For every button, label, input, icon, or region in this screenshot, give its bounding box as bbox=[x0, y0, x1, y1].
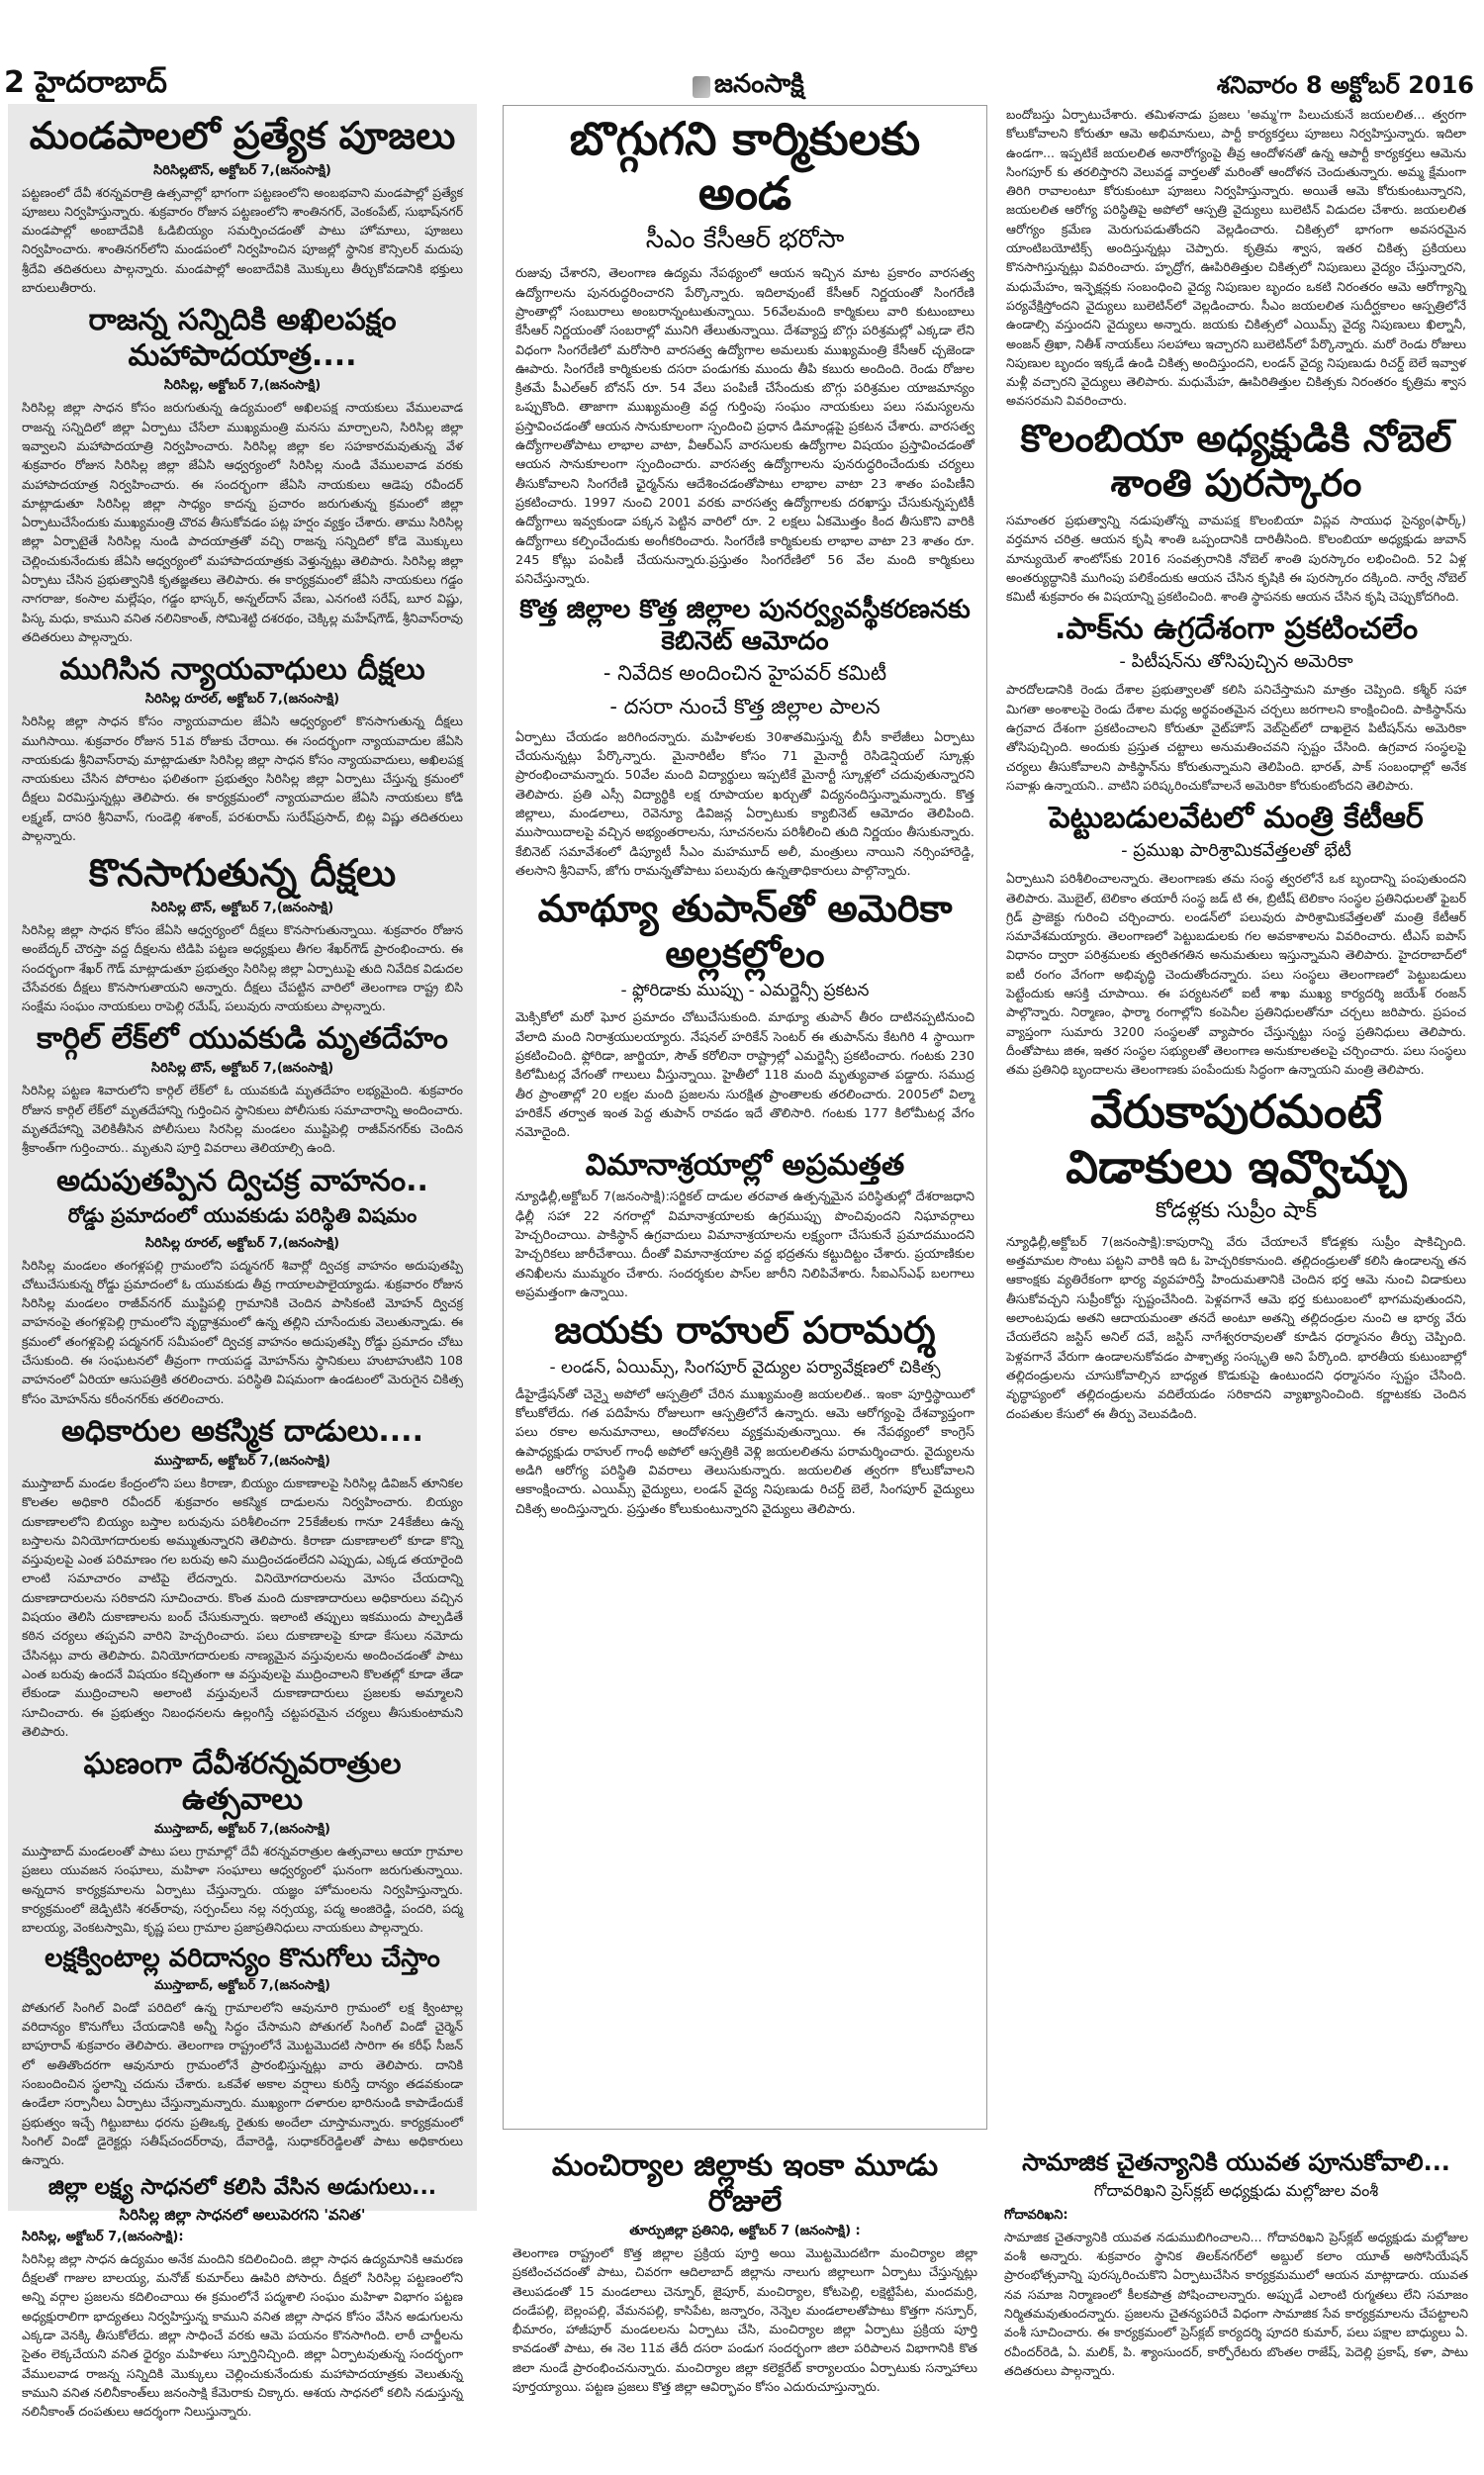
subheadline: - పిటీషన్‌ను తోసిపుచ్చిన అమెరికా bbox=[1119, 651, 1353, 673]
article bbox=[22, 652, 463, 845]
subheadline: రోడ్డు ప్రమాదంలో యువకుడు పరిస్థితి విషమం bbox=[67, 1202, 417, 1227]
dateline: సిరిసిల్ల, అక్టోబర్ 7,(జనంసాక్షి) bbox=[163, 378, 322, 394]
headline: అధికారుల అకస్మిక దాడులు.... bbox=[61, 1413, 423, 1449]
headline: .పాక్‌ను ఉగ్రదేశంగా ప్రకటించలేం bbox=[1054, 612, 1419, 647]
headline: మాథ్యూ తుపాన్‌తో అమెరికా అల్లకల్లోలం bbox=[537, 887, 953, 976]
headline: కొత్త జిల్లాల కొత్త జిల్లాల పునర్వ్యవస్థీకరణనకు కెబినెట్ ఆమోదం bbox=[519, 595, 971, 656]
headline: జిల్లా లక్ష్య సాధనలో కలిసి వేసిన అడుగులు... bbox=[47, 2175, 437, 2201]
article-body: సిరిసిల్ల జిల్లా సాధన ఉద్యమం అనేక మందిని కదిలించింది. జిల్లా సాధన ఉద్యమానికి ఆమరణ దీక్షలతో గాజుల బాలయ్య, మనోజ్ కుమార్‌లు ఊపిరి పోసారు. దీక్షలో సిరిసిల్ల పట్టణంలోని అన్ని వర్గాల ప్రజలను కదిలించాయి ఈ క్రమంలోనే పద్మశాలి సంఘం మహిళా విభాగం పట్టణ అధ్యక్షురాలిగా భాద్యతలు నిర్వహిస్తున్న కాముని వనిత జిల్లా సాధన కోసం వేసిన అడుగులను ఎక్కడా వెనక్కి తీసుకోలేదు. జిల్లా సాధించే వరకు ఆమె పయనం కొనసాగింది. లాఠీ చార్జీలను సైతం లెక్కచేయని వనిత ధైర్యం మహిళలు స్పూర్తినిచ్చింది. జిల్లా ఏర్పాటవుతున్న సందర్భంగా వేములవాడ రాజన్న సన్నిదికి మొక్కులు చెల్లించుకునేందుకు మహాపాదయాత్రకు వెలుతున్న కాముని వనిత నలినీకాంత్‌లు జనంసాక్షి కేమెరాకు చిక్కారు. ఆశయ సాధనలో కలిసి నడుస్తున్న నలినీకాంత్ దంపతులు ఆదర్శంగా నిలుస్తున్నారు. bbox=[22, 2250, 463, 2420]
article bbox=[515, 1148, 974, 1302]
article-body: ఏర్పాటు చేయడం జరిగిందన్నారు. మహిళలకు 30శాతమిస్తున్న బీసీ కాలేజీలు ఏర్పాటు చేయనున్నట్లు పేర్కొన్నారు. మైనారిటీల కోసం 71 మైనార్టీ రెసిడెన్షియల్ స్కూళ్లు ప్రారంభించామన్నారు. 50వేల మంది విద్యార్థులు ఇప్పటికే మైనార్టీ స్కూళ్లలో చదువుతున్నారని తెలిపారు. ప్రతి ఎస్సీ విద్యార్థికి లక్ష రూపాయల ఖర్చుతో విద్యనందిస్తున్నామన్నారు. కొత్త జిల్లాలు, మండలాలు, రెవెన్యూ డివిజన్ల ఏర్పాటుకు క్యాబినెట్ ఆమోదం తెలిపింది. ముసాయిదాలపై వచ్చిన అభ్యంతరాలను, సూచనలను పరిశీలించి తుది నిర్ణయం తీసుకున్నారు. కేబినెట్ సమావేశంలో డిప్యూటీ సీఎం మహమూద్ అలీ, మంత్రులు నాయిని నర్సింహారెడ్డి, తలసాని శ్రీనివాస్, జోగు రామన్నతోపాటు పలువురు ఉన్నతాధికారులు పాల్గొన్నారు. bbox=[515, 729, 974, 879]
article-body: తెలంగాణ రాష్ట్రంలో కొత్త జిల్లాల ప్రక్రియ పూర్తి అయి మొట్టమొదటిగా మంచిర్యాల జిల్లా ప్రకటించచదంతో పాటు, చివరగా ఆదిలాబాద్ జిల్లాను నాలుగు జిల్లాలుగా ఏర్పాటు చేస్తున్నట్లు తెలుపడంతో 15 మండలాలు చెన్నూర్, జైపూర్, మంచిర్యాల, కోటపెల్లి, లక్షెట్టిపేట, మందమర్రి, దండేపల్లి, బెల్లంపల్లి, వేమనపల్లి, కాసిపేట, జన్నారం, నెన్నెల మండలాలతోపాటు కొత్తగా నస్పూర్, భీమారం, హాజీపూర్ మండలలను ఏర్పాటు చేసి, మంచిర్యాల జిల్లా ఏర్పాటు ప్రక్రియ పూర్తి కావడంతో పాటు, ఈ నెల 11వ తేదీ దసరా పండుగ సందర్భంగా జిలా పరిపాలన విభాగానికి కొత జిలా నుండే ప్రారంభించనున్నారు. మంచిర్యాల జిల్లా కలెక్టరేట్ కార్యాలయం ఏర్పాటుకు సన్నాహాలు పూర్తయ్యాయి. పట్టణ ప్రజలు కొత్త జిల్లా ఆవిర్భావం కోసం ఎదురుచూస్తున్నారు. bbox=[512, 2245, 977, 2395]
headline: ముగిసిన న్యాయవాధులు దీక్షలు bbox=[59, 652, 425, 688]
logo-icon bbox=[693, 76, 710, 98]
headline: జయకు రాహుల్ పరామర్శ bbox=[554, 1308, 936, 1353]
article bbox=[515, 595, 974, 881]
article bbox=[22, 1747, 463, 1937]
article-body: న్యూఢిల్లీ,అక్టోబర్ 7(జనంసాక్షి):కాపురాన్ని వేరు చేయాలనే కోడళ్లకు సుప్రీం షాకిచ్చింది. అత్తమామల సొంటు పట్టని వారికి ఇది ఓ హెచ్చరికకానుంది. తల్లిదండ్రులతో కలిసి ఉండాలన్న తన ఆకాంక్షకు వ్యతిరేకంగా భార్య వ్యవహరిస్తే హిందుమతానికి చెందిన భర్త ఆమె నుంచి విడాకులు తీసుకోవచ్చని సుప్రీంకోర్టు స్పష్టంచేసింది. పెళ్లవగానే ఆమె భర్త కుటుంబంలో భాగమవుతుందని, అలాంటపుడు అతని ఆదాయమంతా తనదే అంటూ అతన్ని తల్లిదండ్రుల నుంచి ఆ భార్య వేరు చేయలేదని జస్టిస్ అనిల్ దవే, జస్టిస్ నాగేశ్వరరావులతో కూడిన ధర్మాసనం తీర్పు చెప్పింది. పెళ్లవగానే వేరుగా ఉండాలనుకోవడం పాశ్చాత్య సంస్కృతి అని పేర్కొంది. భారతీయ కుటుంబాల్లో తల్లిదండ్రులను చూసుకోవాల్సిన బాధ్యత కొడుకుపై ఉంటుందని ధర్మాసనం స్పష్టం చేసింది. వృద్ధాప్యంలో తల్లిదండ్రులను వదిలేయడం సరికాదని వ్యాఖ్యానించింది. కర్ణాటకకు చెందిన దంపతుల కేసులో ఈ తీర్పు వెలువడింది. bbox=[1006, 1233, 1466, 1421]
article bbox=[1006, 1085, 1466, 1422]
article-body: పారదోలడానికి రెండు దేశాల ప్రభుత్వాలతో కలిసి పనిచేస్తామని మాత్రం చెప్పింది. కశ్మీర్ సహా మిగతా అంశాలపై రెండు దేశాల మధ్య అర్థవంతమైన చర్చలు జరగాలని కాంక్షించింది. పాకిస్థాన్‌ను ఉగ్రవాద దేశంగా ప్రకటించాలని కోరుతూ వైట్‌హౌస్ వెబ్‌సైట్‌లో దాఖలైన పిటీషన్‌ను అమెరికా తోసిపుచ్చింది. అందుకు ప్రస్తుత చట్టాలు అనుమతించవని స్పష్టం చేసింది. ఉగ్రవాద సంస్థలపై చర్యలు తీసుకోవాలని పాకిస్థాన్‌ను కోరుతున్నామని తెలిపింది. భారత్, పాక్ సంబంధాల్లో అనేక సవాళ్లు ఉన్నాయని.. వాటిని పరిష్కరించుకోవాలనే అమెరికా కోరుకుంటోందని తెలిపారు. bbox=[1006, 682, 1466, 793]
article bbox=[22, 2175, 463, 2421]
dateline: ముస్తాబాద్, అక్టోబర్ 7,(జనంసాక్షి) bbox=[154, 1822, 330, 1838]
headline: లక్షక్వింటాల్ల వరిదాన్యం కొనుగోలు చేస్తాం bbox=[45, 1943, 440, 1973]
issue-date: శనివారం 8 అక్టోబర్ 2016 bbox=[1216, 71, 1474, 99]
subheadline: - ప్రముఖ పారిశ్రామికవేత్తలతో భేటీ bbox=[1121, 840, 1351, 862]
article-body: సిరిసిల్ల పట్టణ శివారులోని కార్గిల్ లేక్‌లో ఓ యువకుడి మృతదేహం లభ్యమైంది. శుక్రవారం రోజున కార్గిల్ లేక్‌లో మృతదేహాన్ని గుర్తించిన స్థానికులు పోలీసుకు సమాచారాన్ని అందించారు. మృతదేహాన్ని వెలికితీసిన పోలీసులు సిరసిల్ల మండలం ముష్టిపెల్లి రాజీవ్‌నగర్‌కు చెందిన శ్రీకాంత్‌గా గుర్తించారు.. మృతుని పూర్తి వివరాలు తెలియాల్సి ఉంది. bbox=[22, 1083, 463, 1156]
article-body: ముస్తాబాద్ మండల కేంద్రంలోని పలు కిరాణా, బియ్యం దుకాణాలపై సిరిసిల్ల డివిజన్ తూనికల కొలతల అధికారి రవీందర్ శుక్రవారం అకస్మిక దాడులను నిర్వహించారు. బియ్యం దుకాణాలలోని బియ్యం బస్తాల బరువును పరిశీలించగా 25కేజీలకు గానూ 24కేజీలు ఉన్న బస్తాలను వినియోగదారులకు అమ్ముతున్నారని తెలిపారు. కిరాణా దుకాణాలలో కూడా కొన్ని వస్తువులపై ఎంత పరిమాణం గల బరువు అని ముద్రించడంలేదని ఎప్పుడు, ఎక్కడ తయారైంది లాంటి సమాచారం వాటిపై లేదన్నారు. వినియోగదారులను మోసం చేయదాన్ని దుకాణాదారులను సరికాదని సూచించారు. కొంత మంది దుకాణాదారులు అధికారులు వచ్చిన విషయం తెలిసి దుకాణాలను బంద్ చేసుకున్నారు. ఇలాంటి తప్పులు ఇకముందు పాల్పడితే కఠిన చర్యలు తప్పవని వారిని హెచ్చరించారు. పలు దుకాణాలపై కూడా కేసులు నమోదు చేసినట్లు వారు తెలిపారు. వినియోగదారులకు నాణ్యమైన వస్తువులను అందించడంతో పాటు ఎంత బరువు ఉందనే విషయం కచ్చితంగా ఆ వస్తువులపై ముద్రించాలని కొలతల్లో కూడా తేడా లేకుండా ముద్రించాలని అలాంటి వస్తువులనే దుకాణాదారులు ప్రజలకు అమ్మాలని సూచించారు. ఈ ప్రభుత్వం నిబంధనలను ఉల్లంగిస్తే చట్టపరమైన చర్యలు తీసుకుంటామని తెలిపారు. bbox=[22, 1475, 463, 1739]
article bbox=[1006, 417, 1466, 607]
article-body: పోతుగల్ సింగిల్ విండో పరిదిలో ఉన్న గ్రామాలలోని ఆవునూరి గ్రామంలో లక్ష క్వింటాల్ల వరిదాన్యం కొనుగోలు చేయడానికి అన్నీ సిద్ధం చేసామని పోతుగల్ సింగిల్ విండో చైర్మెన్ బాపూరావ్ శుక్రవారం తెలిపారు. తెలంగాణ రాష్ట్రంలోనే మొట్టమొదటి సారిగా ఈ కరీఫ్ సీజన్ లో అతితొందరగా ఆవునూరు గ్రామంలోనే ప్రారంభిస్తున్నట్లు వారు తెలిపారు. దానికి సంబందించిన స్థలాన్ని చదును చేశారు. ఒకవేళ అకాల వర్షాలు కురిస్తే దాన్యం తడవకుండా ఉండేలా సర్పానీలు ఏర్పాటు చేస్తున్నామన్నారు. ముఖ్యంగా దళారుల భారినుండి కాపాడేందుకే ప్రభుత్వం ఇచ్చే గిట్టుబాటు ధరను ప్రతిఒక్క రైతుకు అందేలా చూస్తామన్నారు. కార్యక్రమంలో సింగిల్ విండో డైరెక్టర్లు సతీష్‌చందర్‌రావు, దేవారెడ్డి, సుధాకర్‌రెడ్డిలతో పాటు అధికారులు ఉన్నారు. bbox=[22, 1999, 463, 2168]
right-column bbox=[994, 105, 1478, 2130]
article-body: ఏర్పాటుని పరిశీలించాలన్నారు. తెలంగాణకు తమ సంస్థ త్వరలోనే ఒక బృందాన్ని పంపుతుందని తెలిపారు. మొబైల్, టెలికాం తయారీ సంస్థ జడ్ టి ఈ, బ్రిటీష్ టెలికాం సంస్థల ప్రతినిధులతో ఫైబర్ గ్రిడ్ ప్రాజెక్టు గురించి చర్చించారు. లండన్‌లో పలువురు పారిశ్రామికవేత్తలతో మంత్రి కేటీఆర్ సమావేశమయ్యారు. తెలంగాణలో పెట్టుబడులకు గల అవకాశాలను వివరించారు. టీఎస్ ఐపాస్ విధానం ద్వారా పరిశ్రమలకు త్వరితగతిన అనుమతులు ఇస్తున్నామని తెలిపారు. హైదరాబాద్‌లో ఐటీ రంగం వేగంగా అభివృద్ధి చెందుతోందన్నారు. పలు సంస్థలు తెలంగాణలో పెట్టుబడులు పెట్టేందుకు ఆసక్తి చూపాయి. ఈ పర్యటనలో ఐటీ శాఖ ముఖ్య కార్యదర్శి జయేశ్ రంజన్ పాల్గొన్నారు. నిర్మాణం, ఫార్మా రంగాల్లోని కంపెనీల ప్రతినిధులతోనూ చర్చలు జరిపారు. ప్రపంచ వ్యాప్తంగా సుమారు 3200 సంస్థలతో వ్యాపారం చేస్తున్నట్టు సంస్థ ప్రతినిధులు తెలిపారు. దీంతోపాటు జిఈ, ఇతర సంస్థల సభ్యులతో తెలంగాణ అనుకూలతలపై చర్చించారు. పలు సంస్థలు తమ ప్రతినిధి బృందాలను తెలంగాణకు పంపేందుకు సిద్ధంగా ఉన్నాయని మంత్రి తెలిపారు. bbox=[1006, 871, 1466, 1078]
article-body: సమాంతర ప్రభుత్వాన్ని నడుపుతోన్న వామపక్ష కొలంబియా విప్లవ సాయుధ సైన్యం(ఫార్క్) వర్తమాన చరిత్ర. ఆయన కృషి శాంతి ఒప్పందానికి దారితీసింది. కొలంబియా అధ్యక్షుడు జువాన్ మాన్యుయెల్ శాంటోస్‌కు 2016 సంవత్సరానికి నోబెల్ శాంతి పురస్కారం లభించింది. 52 ఏళ్ల అంతర్యుద్ధానికి ముగింపు పలికేందుకు ఆయన చేసిన కృషికి ఈ పురస్కారం దక్కింది. నార్వే నోబెల్ కమిటీ శుక్రవారం ఈ విషయాన్ని ప్రకటించింది. శాంతి స్థాపనకు ఆయన చేసిన కృషి చెప్పుకోదగింది. bbox=[1006, 512, 1466, 605]
article bbox=[22, 303, 463, 646]
subheadline: సీఎం కేసీఆర్ భరోసా bbox=[645, 225, 845, 255]
subheadline: గోదావరిఖని ప్రెస్‌క్లబ్ అధ్యక్షుడు మల్లోజుల వంశీ bbox=[1093, 2180, 1379, 2200]
dateline: సిరిసిల్ల రూరల్, అక్టోబర్ 7,(జనంసాక్షి) bbox=[144, 1235, 340, 1251]
headline: అదుపుతప్పిన ద్విచక్ర వాహనం.. bbox=[56, 1163, 428, 1198]
article-body: సామాజిక చైతన్యానికి యువత నడుముబిగించాలని... గోదావరిఖని ప్రెస్‌క్లబ్ అధ్యక్షుడు మల్లోజుల వంశీ అన్నారు. శుక్రవారం స్థానిక తిలక్‌నగర్‌లో అబ్దుల్ కలాం యూత్ అసోసియేషన్ ప్రారంభోత్సవాన్ని పురస్కరించుకొని ఏర్పాటుచేసిన కార్యక్రమములో ఆయన మాట్లాడారు. యువత నవ సమాజ నిర్మాణంలో కీలకపాత్ర పోషించాలన్నారు. అప్పుడే ఎలాంటి రుగ్మతలు లేని సమాజం నిర్మితమవుతుందన్నారు. ప్రజలను చైతన్యపరిచే విధంగా సామాజిక సేవ కార్యక్రమాలను చేపట్టాలని వంశీ సూచించారు. ఈ కార్యక్రమంలో ప్రెస్‌క్లబ్ కార్యదర్శి పూదరి కుమార్, పలు పక్షాల బాధ్యులు ఏ. రవీందర్‌రెడి, ఏ. మలిక్, పి. శ్యాంసుందర్, కార్పోరేటరు బొంతల రాజేష్, పెదెల్లి ప్రకాష్, కళా, పాటు తదితరులు పాల్గన్నారు. bbox=[1004, 2229, 1468, 2378]
article bbox=[1006, 105, 1466, 411]
subheadline: - ఫ్లోరిడాకు ముప్పు - ఎమర్జెన్సీ ప్రకటన bbox=[620, 981, 870, 1001]
article-body: సిరిసిల్ల జిల్లా సాధన కోసం న్యాయవాదుల జేఏసి ఆధ్వర్యంలో కొనసాగుతున్న దీక్షలు ముగిసాయి. శుక్రవారం రోజున 51వ రోజుకు చేరాయి. ఈ సందర్భంగా న్యాయవాదుల జేఏసి నాయకుడు శ్రీనివాస్‌రావు మాట్లాడుతూ సిరిసిల్ల జిల్లా సాధన కోసం న్యాయవాదులు, అఖిలపక్ష నాయకులు చేసిన పోరాటం ఫలితంగా ప్రభుత్వం సిరిసిల్ల జిల్లా ఏర్పాటు చేస్తున్న క్రమంలో దీక్షలు విరమిస్తున్నట్లు తెలిపారు. ఈ కార్యక్రమంలో న్యాయవాదుల జేఏసి నాయకులు కోడి లక్ష్మణ్, దాసరి శ్రీనివాస్, గుండెల్లి శశాంక్, పరశురామ్ సురేష్‌ప్రసాద్, బిట్ల విష్ణు తదితరులు పాల్గన్నారు. bbox=[22, 714, 463, 844]
article-body: సిరిసిల్ల జిల్లా సాధన కోసం జేఏసి ఆధ్వర్యంలో దీక్షలు కొనసాగుతున్నాయి. శుక్రవారం రోజున అంబేద్కర్ చౌరస్తా వద్ద దీక్షలను టిడిపి పట్టణ అధ్యక్షులు తీగల శేఖర్‌గౌడ్ ప్రారంభించారు. ఈ సందర్భంగా శేఖర్ గౌడ్ మాట్లాడుతూ ప్రభుత్వం సిరిసిల్ల జిల్లా ఏర్పాటుపై తుది నివేదిక విడుదల చేసేవరకు దీక్షలు కొనసాగుతాయని అన్నారు. దీక్షలు చేపట్టిన వారిలో తెలంగాణ రాష్ట్ర బిసి సంక్షేమ సంఘం నాయకులు రాపెల్లి రమేష్, పలువురు నాయకులు పాల్గన్నారు. bbox=[22, 921, 463, 1014]
article bbox=[22, 1021, 463, 1157]
article-body: రుజువు చేశారని, తెలంగాణ ఉద్యమ నేపథ్యంలో ఆయన ఇచ్చిన మాట ప్రకారం వారసత్వ ఉద్యోగాలను పునరుద్ధరించారని పేర్కొన్నారు. ఇదిలావుంటే కేసీఆర్ నిర్ణయంతో సింగరేణి ప్రాంతాల్లో సంబురాలు అంబరాన్నంటుతున్నాయి. 56వేలమంది కార్మికులు వారి కుటుంబాలు కేసీఆర్ నిర్ణయంతో సంబరాల్లో మునిగి తేలుతున్నాయి. దేశవ్యాప్త బొగ్గు పరిశ్రమల్లో ఎక్కడా లేని విధంగా సింగరేణిలో మరోసారి వారసత్వ ఉద్యోగాల అమలుకు ముఖ్యమంత్రి కేసీఆర్ చ్చజెండా ఊపారు. సింగరేణి కార్మికులకు దసరా పండుగకు ముందు తీపి కబురు అందింది. రెండు రోజుల క్రితమే పీఎల్ఆర్ బోనస్ రూ. 54 వేలు పంపిణీ చేసేందుకు బొగ్గు పరిశ్రమల యాజమాన్యం ఒప్పుకొంది. తాజాగా ముఖ్యమంత్రి వద్ద గుర్తింపు సంఘం నాయకులు పలు సమస్యలను ప్రస్తావించడంతో ఆయన సానుకూలంగా స్పందించి ప్రధాన డిమాండ్లపై ప్రకటన చేశారు. వారసత్వ ఉద్యోగాలతోపాటు లాభాల వాటా, వీఆర్ఎస్ వారసులకు ఉద్యోగాల విషయం ప్రస్తావించడంతో ఆయన సానుకూలంగా స్పందించారు. వారసత్వ ఉద్యోగాలను పునరుద్ధరించేందుకు చర్యలు తీసుకోవాలని సింగరేణి ఛైర్మన్‌ను ఆదేశించడంతోపాటు లాభాల వాటా 23 శాతం పంపిణీని ప్రకటించారు. 1997 నుంచి 2001 వరకు వారసత్వ ఉద్యోగాలకు దరఖాస్తు చేసుకున్నప్పటికీ ఉద్యోగాలు ఇవ్వకుండా పక్కన పెట్టిన వారిలో రూ. 2 లక్షలు ఏకమొత్తం కింద తీసుకొని వారికి ఉద్యోగాలు కల్పించేందుకు అంగీకరించారు. సింగరేణి కార్మికులకు లాభాల వాటా 23 శాతం రూ. 245 కోట్లు పంపిణీ చేయనున్నారు.ప్రస్తుతం సింగరేణిలో 56 వేల మంది కార్మికులు పనిచేస్తున్నారు. bbox=[515, 266, 974, 588]
dateline: సిరిసిల్ల టౌన్, అక్టోబర్ 7,(జనంసాక్షి) bbox=[150, 900, 334, 915]
dateline: సిరిసిల్లటౌన్, అక్టోబర్ 7,(జనంసాక్షి) bbox=[153, 162, 331, 178]
subheadline: - లండన్, ఏయిమ్స్, సింగపూర్ వైద్యుల పర్యావేక్షణలో చికిత్స bbox=[549, 1357, 941, 1378]
article bbox=[515, 887, 974, 1142]
headline: ఘణంగా దేవీశరన్నవరాత్రుల ఉత్సవాలు bbox=[83, 1747, 402, 1818]
dateline: ముస్తాబాద్, అక్టోబర్ 7,(జనంసాక్షి) bbox=[154, 1453, 330, 1469]
article-body: సిరిసిల్ల మండలం తంగళ్లపల్లి గ్రామంలోని పద్మనగర్ శివార్లో ద్విచక్ర వాహనం అదుపుతప్పి చోటుచేసుకున్న రోడ్డు ప్రమాదంలో ఓ యువకుడు తీవ్ర గాయాలపాలైయ్యాడు. శుక్రవారం రోజున సిరిసిల్ల మండలం రాజీవ్‌నగర్ ముష్టిపల్లి గ్రామానికి చెందిన పాసికంటి మోహన్ ద్విచక్ర వాహనంపై తంగళ్లపెల్లి గ్రామంలోని వృద్దాశ్రమంలో ఉన్న తల్లిని చూసేందుకు వెలుతున్నాడు. ఈ క్రమంలో తంగళ్లపెల్లి పద్మనగర్ సమీపంలో ద్విచక్ర వాహనం అదుపుతప్పి రోడ్డు ప్రమాదం చోటు చేసుకుంది. ఈ సంఘటనలో తీవ్రంగా గాయపడ్డ మోహన్‌ను స్థానికులు హుటాహుటిని 108 వాహనంలో ఏరియా ఆసుపత్రికి తరలించారు. పరిస్థితి విషమంగా ఉండటంలో మెరుగైన చికిత్స కోసం మోహన్‌ను కరీంనగర్‌కు తరలించారు. bbox=[22, 1257, 463, 1406]
subheadline: సిరిసిల్ల జిల్లా సాధనలో అలుపెరగని 'వనిత' bbox=[119, 2205, 366, 2224]
subheadline: - దసరా నుంచే కొత్త జిల్లాల పాలన bbox=[609, 694, 881, 718]
headline: బొగ్గుగని కార్మికులకు అండ bbox=[569, 112, 921, 221]
article bbox=[515, 1308, 974, 1519]
article bbox=[1006, 801, 1466, 1079]
dateline: ముస్తాబాద్, అక్టోబర్ 7,(జనంసాక్షి) bbox=[154, 1977, 330, 1993]
dateline: తూర్పుజిల్లా ప్రతినిధి, అక్టోబర్ 7 (జనంసాక్షి) : bbox=[629, 2224, 861, 2238]
masthead bbox=[0, 61, 1484, 105]
article-body: మెక్సికోలో మరో ఘోర ప్రమాదం చోటుచేసుకుంది. మాథ్యూ తుపాన్ తీరం దాటినప్పటినుంచి వేలాది మంది నిరాశ్రయులయ్యారు. నేషనల్ హరికేన్ సెంటర్ ఈ తుపాన్‌ను కేటగిరి 4 స్థాయిగా ప్రకటించింది. ఫ్లోరిడా, జార్జియా, సౌత్ కరోలినా రాష్ట్రాల్లో ఎమర్జెన్సీ ప్రకటించారు. గంటకు 230 కిలోమీటర్ల వేగంతో గాలులు వీస్తున్నాయి. హైతీలో 118 మంది మృత్యువాత పడ్డారు. సముద్ర తీర ప్రాంతాల్లో 20 లక్షల మంది ప్రజలను సురక్షిత ప్రాంతాలకు తరలించారు. 2005లో విల్మా హరికేన్ తర్వాత ఇంత పెద్ద తుపాన్ రావడం ఇదే తొలిసారి. గంటకు 177 కిలోమీటర్ల వేగం నమోదైంది. bbox=[515, 1010, 974, 1141]
article bbox=[1006, 612, 1466, 795]
paper-logo[interactable] bbox=[693, 69, 804, 105]
headline: సామాజిక చైతన్యానికి యువత పూనుకోవాలి... bbox=[1022, 2148, 1450, 2176]
dateline: గోదావరిఖని: bbox=[1004, 2207, 1068, 2223]
article bbox=[22, 851, 463, 1015]
dateline: సిరిసిల్ల, అక్టోబర్ 7,(జనంసాక్షి): bbox=[22, 2229, 184, 2244]
paper-name: జనంసాక్షి bbox=[714, 69, 804, 99]
headline: మంచిర్యాల జిల్లాకు ఇంకా మూడు రోజులే bbox=[551, 2148, 939, 2219]
headline: పెట్టుబడులవేటలో మంత్రి కేటీఆర్ bbox=[1049, 801, 1424, 836]
headline: కొనసాగుతున్న దీక్షలు bbox=[88, 851, 397, 896]
headline: కొలంబియా అధ్యక్షుడికి నోబెల్ శాంతి పురస్కారం bbox=[1020, 416, 1452, 506]
headline: కార్గిల్ లేక్‌లో యువకుడి మృతదేహం bbox=[37, 1021, 448, 1057]
dateline: సిరిసిల్ల టౌన్, అక్టోబర్ 7,(జనంసాక్షి) bbox=[150, 1061, 334, 1077]
subheadline: - నివేదిక అందించిన హైపవర్ కమిటీ bbox=[603, 660, 887, 685]
page-label: 2 హైదరాబాద్ bbox=[4, 65, 167, 100]
article-body: పట్టణంలో దేవీ శరన్నవరాత్రి ఉత్సవాల్లో భాగంగా పట్టణంలోని అంబభవాని మండపాల్లో ప్రత్యేక పూజలు నిర్వహిస్తున్నారు. శుక్రవారం రోజున పట్టణంలోని శాంతినగర్, వెంకంపేట్, సుభాష్‌నగర్ మండపాల్లో అంబాదేవికి ఓడిబియ్యం సమర్పించడంతో పాటు హోమాలు, పూజలు నిర్వహించారు. శాంతినగర్‌లోని మండపంలో నిర్వహించిన పూజల్లో స్థానిక కౌన్సిలర్ మదుపు శ్రీదేవి తదితరులు పాల్గన్నారు. మండపాల్లో అంబాదేవికి మొక్కులు తీర్చుకోవడానికి భక్తులు బారులుతీరారు. bbox=[22, 184, 463, 296]
headline: వేరుకాపురమంటే విడాకులు ఇవ్వొచ్చు bbox=[1066, 1085, 1407, 1193]
bottom-middle-article bbox=[503, 2142, 987, 2475]
article-body: బందోబస్తు ఏర్పాటుచేశారు. తమిళనాడు ప్రజలు 'అమ్మ'గా పిలుచుకునే జయలలిత... త్వరగా కోలుకోవాలని కోరుతూ ఆమె అభిమానులు, పార్టీ కార్యకర్తలు పూజలు నిర్వహిస్తున్నారు. ఇదిలా ఉండగా... ఇప్పటికే జయలలిత అనారోగ్యంపై తీవ్ర ఆందోళనతో ఉన్న ఆపార్టీ కార్యకర్తలు ఆమెను సింగపూర్ కు తరలిస్తారని వెలువడ్డ వార్తలతో మరింతో ఆందోళన చెందుతున్నారు. అమ్మ క్షేమంగా తిరిగి రావాలంటూ కోరుకుంటూ పూజలు నిర్వహిస్తున్నారు. అయితే ఆమె కోరుకుంటున్నారని, జయలలిత ఆరోగ్య పరిస్థితిపై అపోలో ఆస్పత్రి వైద్యులు బులెటిన్ విడుదల చేశారు. జయలలిత ఆరోగ్యం క్రమేణ మెరుగుపడుతోందని వెల్లడించారు. చికిత్సలో భాగంగా అవసరమైన యాంటిబయోటిక్స్ అందిస్తున్నట్లు చెప్పారు. కృత్రిమ శ్వాస, ఇతర చికిత్స ప్రకియలు కొనసాగిస్తున్నట్లు వివరించారు. హృద్రోగ, ఊపిరితిత్తుల చికిత్సలో నిపుణులు వైద్యం చేస్తున్నారని, మధుమేహం, ఇన్ఫెక్షన్లకు సంబంధించి వైద్య నిపుణుల బృందం ఒకటి నిరంతరం ఆమె ఆరోగ్యాన్ని పర్యవేక్షిస్తోందని వైద్యులు బులెటిన్‌లో వెల్లడించారు. సీఎం జయలలిత సుదీర్ఘకాలం ఆస్పత్రిలోనే ఉండాల్సి వస్తుందని వైద్యులు అన్నారు. జయకు చికిత్సలో ఎయిమ్స్ వైద్య నిపుణులు ఖిల్నానీ, అంజన్ త్రిఖా, నితీశ్ నాయక్‌లు సలహాలు ఇచ్చారని బులెటిన్‌లో పేర్కొన్నారు. మరో రెండు రోజులు నిపుణుల బృందం ఇక్కడే ఉండి చికిత్స అందిస్తుందని, లండన్ వైద్య నిపుణుడు రిచర్డ్ బెలే ఇవ్వాళ మళ్లీ వచ్చారని వైద్యులు తెలిపారు. మధుమేహ, ఊపిరితిత్తుల చికిత్సకు నిరంతరం కృత్రిమ శ్వాస అవసరమని వివరించారు. bbox=[1006, 107, 1466, 409]
article-body: డీహైడ్రేషన్‌తో చెన్నై అపోలో ఆస్పత్రిలో చేరిన ముఖ్యమంత్రి జయలలిత.. ఇంకా పూర్తిస్థాయిలో కోలుకోలేదు. గత పదిహేను రోజులుగా ఆస్పత్రిలోనే ఉన్నారు. ఆమె ఆరోగ్యంపై దేశవ్యాప్తంగా పలు రకాల అనుమానాలు, ఆందోళనలు వ్యక్తమవుతున్నాయి. ఈ నేపథ్యంలో కాంగ్రెస్ ఉపాధ్యక్షుడు రాహుల్ గాంధీ అపోలో ఆస్పత్రికి వెళ్లి జయలలితను పరామర్శించారు. వైద్యులను అడిగి ఆరోగ్య పరిస్థితి వివరాలు తెలుసుకున్నారు. జయలలిత త్వరగా కోలుకోవాలని ఆకాంక్షించారు. ఎయిమ్స్ వైద్యులు, లండన్ వైద్య నిపుణుడు రిచర్డ్ బెలే, సింగపూర్ వైద్యులు చికిత్స అందిస్తున్నారు. ప్రస్తుతం కోలుకుంటున్నారని వైద్యులు తెలిపారు. bbox=[515, 1386, 974, 1517]
headline: రాజన్న సన్నిదికి అఖిలపక్షం మహాపాదయాత్ర.... bbox=[88, 303, 397, 374]
article bbox=[22, 1414, 463, 1741]
article-body: న్యూఢిల్లీ,అక్టోబర్ 7(జనంసాక్షి):సర్జికల్ దాడుల తరవాత ఉత్పన్నమైన పరిస్థితుల్లో దేశరాజధాని ఢిల్లీ సహా 22 నగరాల్లో విమానాశ్రయాలకు ఉగ్రముప్పు పొంచివుందని నిఘావర్గాలు హెచ్చరించాయి. పాకిస్థాన్ ఉగ్రవాదులు విమానాశ్రయాలను లక్ష్యంగా చేసుకునే ప్రమాదముందని హెచ్చరికలు జారీచేశాయి. దీంతో విమానాశ్రయాల వద్ద భద్రతను కట్టుదిట్టం చేశారు. ప్రయాణికుల తనిఖీలను ముమ్మరం చేశారు. సందర్శకుల పాస్‌ల జారీని నిలిపివేశారు. సీఐఎస్ఎఫ్ బలగాలు అప్రమత్తంగా ఉన్నాయి. bbox=[515, 1190, 974, 1300]
article bbox=[22, 1944, 463, 2170]
dateline: సిరిసిల్ల రూరల్, అక్టోబర్ 7,(జనంసాక్షి) bbox=[144, 692, 340, 708]
article-body: ముస్తాబాద్ మండలంతో పాటు పలు గ్రామాల్లో దేవీ శరన్నవరాత్రుల ఉత్సవాలు ఆయా గ్రామాల ప్రజలు యువజన సంఘాలు, మహిళా సంఘాలు ఆధ్వర్యంలో ఘనంగా జరుగుతున్నాయి. అన్నదాన కార్యక్రమాలను ఏర్పాటు చేస్తున్నారు. యజ్ఞం హోమంలను నిర్వహిస్తున్నారు. కార్యక్రమంలో జెడ్పిటిసి శరత్‌రావు, సర్పంచ్‌లు నల్ల నర్సయ్య, పద్మ అంజిరెడ్డి, పందరి, పద్మ బాలయ్య, వెంకటస్వామి, కృష్ణ పలు గ్రామాల ప్రజాప్రతినిధులు నాయకులు పాల్గన్నారు. bbox=[22, 1844, 463, 1936]
middle-column bbox=[503, 105, 987, 2130]
headline: మండపాలలో ప్రత్యేక పూజలు bbox=[29, 114, 456, 157]
left-column bbox=[8, 104, 477, 2420]
article-body: సిరిసిల్ల జిల్లా సాధన కోసం జరుగుతున్న ఉద్యమంలో అఖిలపక్ష నాయకులు వేములవాడ రాజన్న సన్నిదిలో జిల్లా ఏర్పాటు చేసేలా ముఖ్యమంత్రి మనసు మార్చాలని, సిరిసిల్ల జిల్లా ఇవ్వాలని మహాపాదయాత్రి నిర్వహించారు. సిరిసిల్ల జిల్లా కల సహకారమవుతున్న వేళ శుక్రవారం రోజున సిరిసిల్ల జిల్లా జేఏసి ఆధ్వర్యంలో సిరిసిల్ల నుండి వేములవాడ వరకు మహాపాదయాత్ర నిర్వహించారు. ఈ సందర్భంగా జేఏసి నాయకులు ఆడెపు రవీందర్ మాట్లాడుతూ సిరిసిల్ల జిల్లా సాధ్యం కాదన్న ప్రచారం జరుగుతున్న క్రమంలో జిల్లా ఏర్పాటుచేసేందుకు ముఖ్యమంత్రి చొరవ తీసుకోవడం పట్ల హర్షం వ్యక్తం చేశారు. తాము సిరిసిల్ల జిల్లా ఏర్పాటైతే సిరిసిల్ల నుండి పాదయాత్రతో వచ్చి రాజన్న సన్నిదిలో కోడె మొక్కులు చెల్లించుకునేందుకు జేఏసి ఆధ్వర్యంలో మహాపాదయాత్రకు వెళ్తున్నట్లు తెలిపారు. సిరిసిల్ల జిల్లా ఏర్పాటు చేసిన ప్రభుత్వానికి కృతజ్ఞతలు తెలిపారు. ఈ కార్యక్రమంలో జేఏసి నాయకులు గడ్డం నాగరాజు, కంసాల మల్లేషం, గడ్డం భాస్కర్, అన్నల్‌దాస్ వేణు, ఎనగంటి సరేష్, బూర విష్ణు, పిస్క మధు, కాముని వనిత నలినికాంత్, సోమిశెట్టి దశరథం, చెక్కిల్ల మహేష్‌గౌడ్, శ్రీనివాస్‌రావు తదితరులు పాల్గన్నారు. bbox=[22, 400, 463, 644]
article bbox=[22, 114, 463, 297]
article bbox=[22, 1164, 463, 1408]
headline: విమానాశ్రయాల్లో అప్రమత్తత bbox=[585, 1148, 905, 1184]
article bbox=[515, 112, 974, 589]
subheadline: కోడళ్లకు సుప్రీం షాక్ bbox=[1155, 1197, 1318, 1223]
bottom-right-article bbox=[994, 2142, 1478, 2475]
